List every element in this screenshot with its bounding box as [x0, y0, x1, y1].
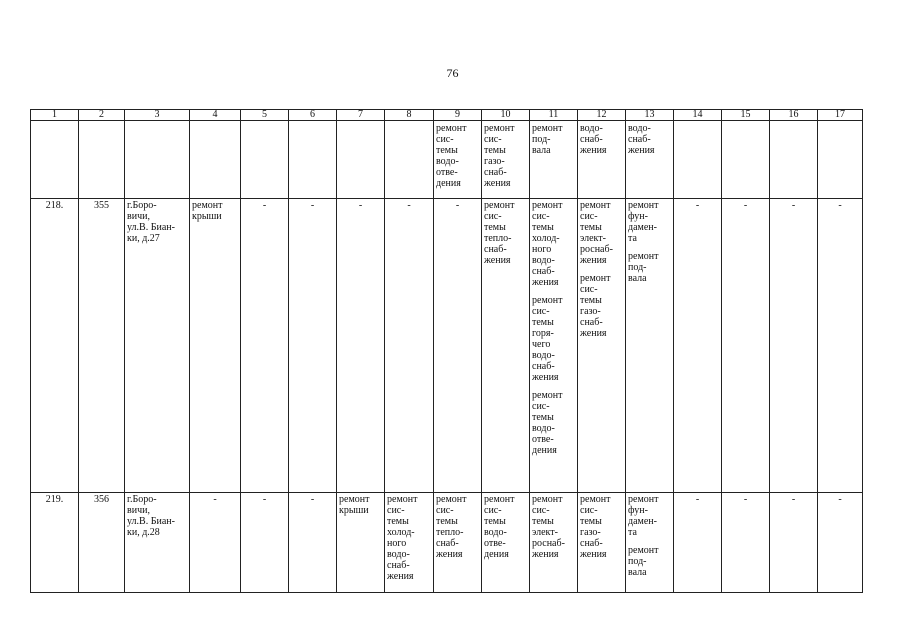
work-text: ремонт сис- темы элект- роснаб- жения [532, 494, 565, 560]
work-cell [385, 493, 434, 593]
column-number: 7 [337, 110, 385, 121]
empty-cell [770, 121, 818, 199]
column-number: 3 [125, 110, 190, 121]
work-cell [626, 121, 674, 199]
dash-cell: - [289, 493, 337, 593]
work-text: ремонт под- вала [628, 251, 659, 284]
work-text: ремонт под- вала [628, 545, 659, 578]
dash-cell: - [289, 199, 337, 493]
work-cell [482, 493, 530, 593]
work-text: ремонт сис- темы газо- снаб- жения [580, 273, 611, 339]
work-cell [578, 199, 626, 493]
column-number: 16 [770, 110, 818, 121]
row-number: 219. [31, 493, 79, 593]
dash-cell: - [674, 199, 722, 493]
work-cell [626, 199, 674, 493]
dash-cell: - [241, 199, 289, 493]
work-cell [578, 121, 626, 199]
work-text: ремонт под- вала [532, 123, 563, 156]
work-cell [337, 493, 385, 593]
work-cell [578, 493, 626, 593]
work-text: ремонт сис- темы тепло- снаб- жения [484, 200, 515, 266]
empty-cell [818, 121, 863, 199]
empty-cell [125, 121, 190, 199]
work-text: ремонт крыши [192, 200, 223, 222]
dash-cell: - [190, 493, 241, 593]
repair-register-table [30, 109, 863, 593]
column-number: 10 [482, 110, 530, 121]
empty-cell [385, 121, 434, 199]
table-row [31, 493, 863, 593]
column-number: 5 [241, 110, 289, 121]
work-text: ремонт сис- темы тепло- снаб- жения [436, 494, 467, 560]
work-text: ремонт сис- темы горя- чего водо- снаб- жения [532, 295, 563, 383]
column-number: 14 [674, 110, 722, 121]
column-number: 6 [289, 110, 337, 121]
work-text: водо- снаб- жения [628, 123, 655, 156]
row-number: 218. [31, 199, 79, 493]
work-cell [626, 493, 674, 593]
work-cell [434, 493, 482, 593]
building-id: 355 [79, 199, 125, 493]
work-text: ремонт сис- темы газо- снаб- жения [580, 494, 611, 560]
page-number: 76 [446, 66, 459, 80]
column-number: 8 [385, 110, 434, 121]
empty-cell [190, 121, 241, 199]
work-text: ремонт фун- дамен- та [628, 200, 659, 244]
work-text: ремонт сис- темы водо- отве- дения [532, 390, 563, 456]
dash-cell: - [674, 493, 722, 593]
column-number: 12 [578, 110, 626, 121]
dash-cell: - [241, 493, 289, 593]
work-text: водо- снаб- жения [580, 123, 607, 156]
column-number: 17 [818, 110, 863, 121]
empty-cell [289, 121, 337, 199]
dash-cell: - [818, 199, 863, 493]
work-text: ремонт сис- темы водо- отве- дения [484, 494, 515, 560]
building-id: 356 [79, 493, 125, 593]
column-number-row [31, 110, 863, 121]
empty-cell [674, 121, 722, 199]
column-number: 4 [190, 110, 241, 121]
table-row [31, 199, 863, 493]
column-number: 11 [530, 110, 578, 121]
empty-cell [337, 121, 385, 199]
work-text: ремонт фун- дамен- та [628, 494, 659, 538]
dash-cell: - [770, 199, 818, 493]
dash-cell: - [385, 199, 434, 493]
continuation-row [31, 121, 863, 199]
work-cell [530, 493, 578, 593]
work-cell [434, 121, 482, 199]
empty-cell [241, 121, 289, 199]
empty-cell [79, 121, 125, 199]
work-cell [530, 199, 578, 493]
work-cell [530, 121, 578, 199]
dash-cell: - [337, 199, 385, 493]
empty-cell [722, 121, 770, 199]
address-text: г.Боро- вичи, ул.В. Биан- ки, д.28 [127, 494, 175, 538]
column-number: 13 [626, 110, 674, 121]
column-number: 2 [79, 110, 125, 121]
work-text: ремонт сис- темы газо- снаб- жения [484, 123, 515, 189]
address-text: г.Боро- вичи, ул.В. Биан- ки, д.27 [127, 200, 175, 244]
column-number: 15 [722, 110, 770, 121]
work-text: ремонт сис- темы водо- отве- дения [436, 123, 467, 189]
empty-cell [31, 121, 79, 199]
work-text: ремонт сис- темы холод- ного водо- снаб- жения [532, 200, 563, 288]
column-number: 1 [31, 110, 79, 121]
dash-cell: - [722, 493, 770, 593]
address-cell [125, 199, 190, 493]
work-text: ремонт сис- темы холод- ного водо- снаб- жения [387, 494, 418, 582]
work-cell [482, 199, 530, 493]
dash-cell: - [770, 493, 818, 593]
column-number: 9 [434, 110, 482, 121]
address-cell [125, 493, 190, 593]
work-text: ремонт сис- темы элект- роснаб- жения [580, 200, 613, 266]
work-cell [482, 121, 530, 199]
dash-cell: - [434, 199, 482, 493]
work-text: ремонт крыши [339, 494, 370, 516]
dash-cell: - [818, 493, 863, 593]
work-cell [190, 199, 241, 493]
dash-cell: - [722, 199, 770, 493]
